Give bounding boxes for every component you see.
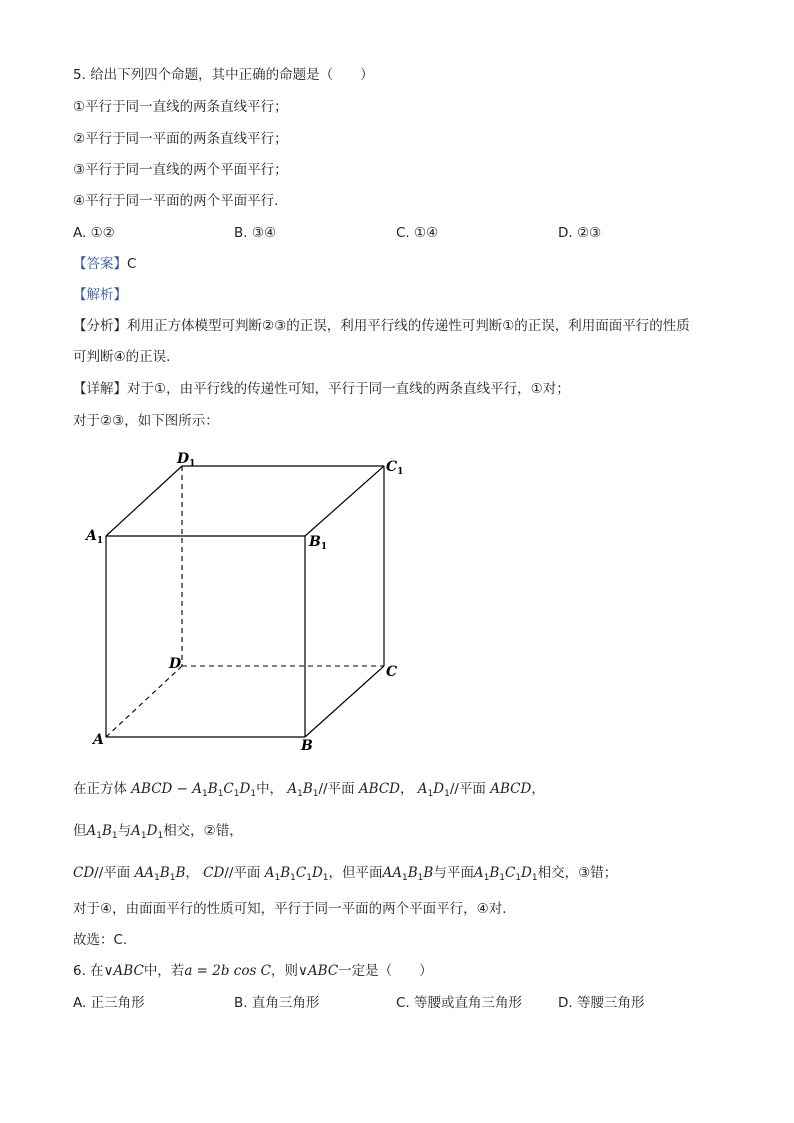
q5-option-d: D. ②③ — [558, 225, 602, 241]
xiangjie-line — [73, 380, 570, 398]
label-d1: $D_1$ — [177, 451, 196, 469]
edge-bc — [305, 666, 384, 737]
math-line-1: 在正方体 ABCD − $A_1B_1C_1D_1$中， $A_1B_1//$平面 ABCD， $A_1D_1//$平面 ABCD， — [73, 781, 545, 799]
fenxi-line-2: 可判断④的正误. — [73, 349, 171, 365]
fenxi-line-1 — [73, 317, 690, 335]
q5-prop-2: ②平行于同一平面的两条直线平行； — [73, 131, 288, 147]
for23-line: 对于②③，如下图所示： — [73, 413, 219, 429]
answer-line — [73, 255, 136, 273]
label-c1: $C_1$ — [386, 459, 404, 477]
q6-option-c: C. 等腰或直角三角形 — [396, 995, 523, 1011]
math-line-2: 但$A_1B_1$与$A_1D_1$相交，②错， — [73, 823, 243, 841]
label-d: D — [169, 656, 182, 672]
answer-tag: 【答案】 — [73, 256, 127, 272]
q5-prop-3: ③平行于同一直线的两个平面平行； — [73, 162, 288, 178]
math-line-3: CD//平面 $AA_1B_1B$， CD//平面 $A_1B_1C_1D_1$，但平面$AA_1B_1B$与平面$A_1B_1C_1D_1$相交，③错； — [73, 865, 618, 883]
q5-option-c: C. ①④ — [396, 225, 439, 241]
q5-option-b: B. ③④ — [234, 225, 277, 241]
label-c: C — [386, 664, 398, 680]
q5-stem: 5. 给出下列四个命题，其中正确的命题是（ ） — [73, 67, 374, 83]
fenxi-tag: 【分析】 — [73, 318, 127, 334]
q6-option-a: A. 正三角形 — [73, 995, 145, 1011]
edge-ad-hidden — [106, 666, 182, 737]
q5-option-a: A. ①② — [73, 225, 115, 241]
xiangjie-text: 对于①，由平行线的传递性可知，平行于同一直线的两条直线平行，①对； — [127, 381, 570, 397]
edge-b1c1 — [305, 466, 384, 536]
cube-figure — [80, 440, 410, 760]
edge-a1d1 — [106, 466, 182, 536]
answer-value: C — [127, 256, 137, 272]
label-a: A — [93, 732, 104, 748]
q6-option-d: D. 等腰三角形 — [558, 995, 645, 1011]
label-b1: $B_1$ — [309, 534, 328, 552]
q5-prop-4: ④平行于同一平面的两个平面平行. — [73, 193, 279, 209]
q5-prop-1: ①平行于同一直线的两条直线平行； — [73, 99, 288, 115]
conclusion-line: 故选：C. — [73, 932, 128, 948]
q6-option-b: B. 直角三角形 — [234, 995, 320, 1011]
xiangjie-tag: 【详解】 — [73, 381, 127, 397]
fenxi-text-1: 利用正方体模型可判断②③的正误，利用平行线的传递性可判断①的正误，利用面面平行的性质 — [127, 318, 690, 334]
analysis-tag: 【解析】 — [73, 287, 127, 303]
label-b: B — [301, 738, 313, 754]
for4-line: 对于④，由面面平行的性质可知，平行于同一平面的两个平面平行，④对. — [73, 901, 507, 917]
q6-stem: 6. 在∨ABC中，若a = 2b cos C，则∨ABC一定是（ ） — [73, 963, 433, 979]
label-a1: $A_1$ — [86, 528, 104, 546]
